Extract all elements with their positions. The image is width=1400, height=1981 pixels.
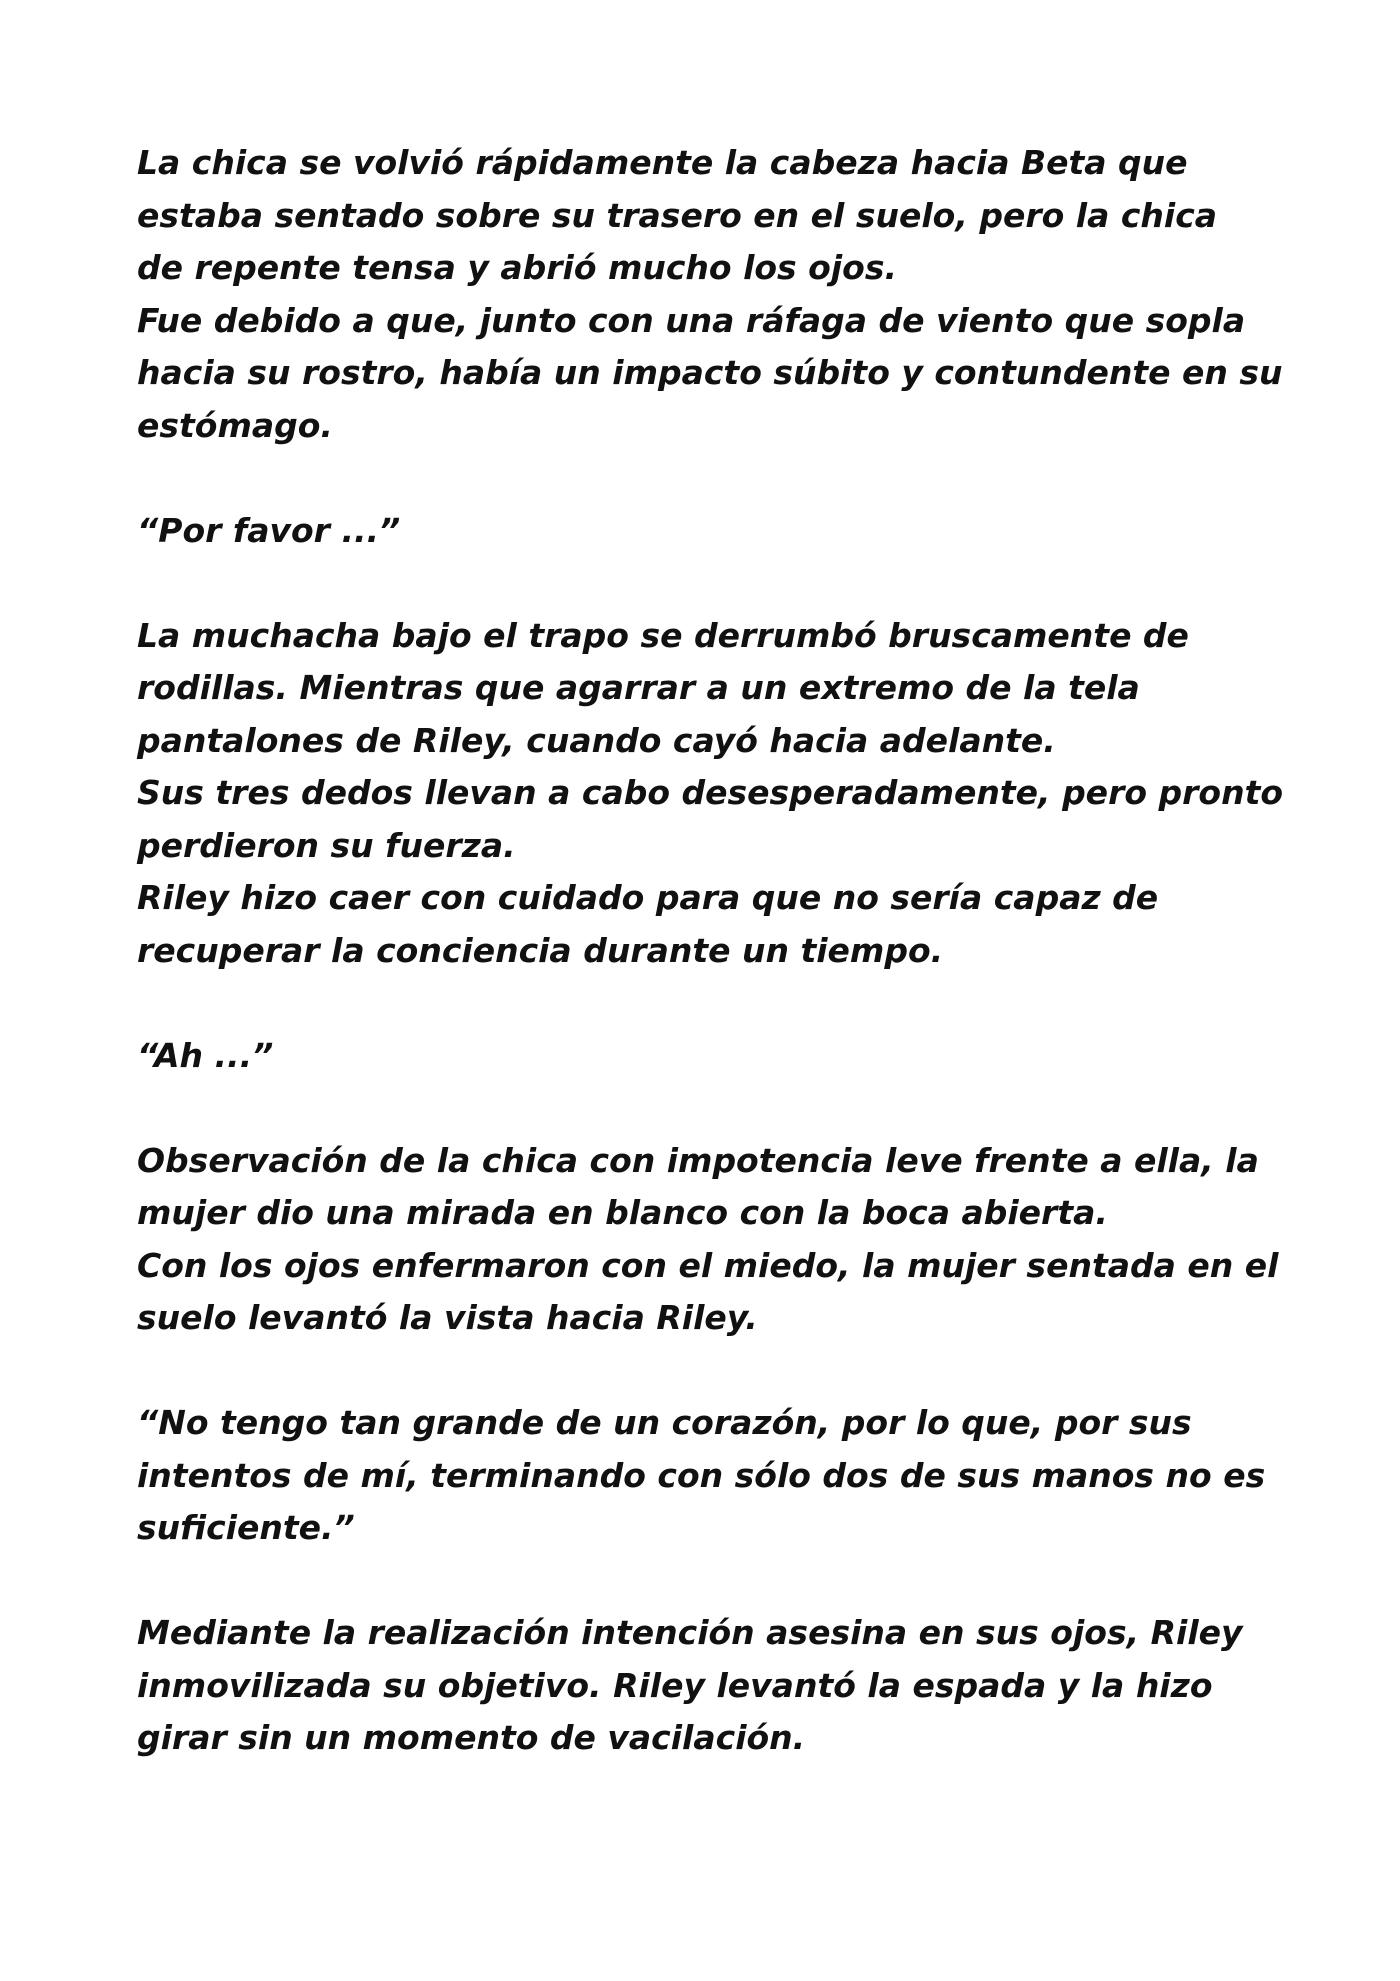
text-line: Fue debido a que, junto con una ráfaga de viento que sopla [137, 300, 1246, 340]
paragraph-2-dialogue [137, 505, 1287, 558]
text-line: estaba sentado sobre su trasero en el suelo, pero la chica [137, 195, 1218, 235]
text-line: “Por favor ...” [137, 510, 401, 550]
text-line: Con los ojos enfermaron con el miedo, la mujer sentada en el [137, 1245, 1279, 1285]
story-text [137, 137, 1287, 1765]
paragraph-7 [137, 1607, 1287, 1765]
text-line: girar sin un momento de vacilación. [137, 1718, 806, 1757]
paragraph-gap [137, 1082, 1287, 1135]
paragraph-6-dialogue [137, 1397, 1287, 1555]
text-line: Observación de la chica con impotencia leve frente a ella, la [137, 1140, 1259, 1180]
paragraph-gap [137, 557, 1287, 610]
text-line: “Ah ...” [137, 1035, 274, 1075]
paragraph-gap [137, 1555, 1287, 1608]
text-line: inmovilizada su objetivo. Riley levantó la espada y la hizo [137, 1665, 1213, 1705]
text-line: estómago. [137, 405, 333, 445]
text-line: Mediante la realización intención asesina en sus ojos, Riley [137, 1613, 1243, 1652]
text-line: Riley hizo caer con cuidado para que no sería capaz de [137, 878, 1159, 917]
paragraph-gap [137, 977, 1287, 1030]
text-line: pantalones de Riley, cuando cayó hacia adelante. [137, 720, 1056, 760]
text-line: perdieron su fuerza. [137, 825, 516, 865]
paragraph-3 [137, 610, 1287, 978]
paragraph-4-dialogue [137, 1030, 1287, 1083]
text-line: de repente tensa y abrió mucho los ojos. [137, 248, 898, 287]
text-line: “No tengo tan grande de un corazón, por lo que, por sus [137, 1403, 1192, 1442]
paragraph-1 [137, 137, 1287, 452]
text-line: intentos de mí, terminando con sólo dos de sus manos no es [137, 1455, 1266, 1495]
text-line: La chica se volvió rápidamente la cabeza hacia Beta que [137, 143, 1188, 182]
paragraph-5 [137, 1135, 1287, 1345]
text-line: suelo levantó la vista hacia Riley. [137, 1298, 758, 1337]
paragraph-gap [137, 452, 1287, 505]
text-line: La muchacha bajo el trapo se derrumbó bruscamente de [137, 615, 1189, 655]
text-line: suficiente.” [137, 1508, 355, 1547]
text-line: recuperar la conciencia durante un tiempo. [137, 930, 944, 970]
text-line: Sus tres dedos llevan a cabo desesperadamente, pero pronto [137, 773, 1284, 812]
text-line: rodillas. Mientras que agarrar a un extremo de la tela [137, 668, 1140, 707]
text-line: hacia su rostro, había un impacto súbito y contundente en su [137, 353, 1283, 392]
paragraph-gap [137, 1345, 1287, 1398]
text-line: mujer dio una mirada en blanco con la boca abierta. [137, 1193, 1108, 1232]
